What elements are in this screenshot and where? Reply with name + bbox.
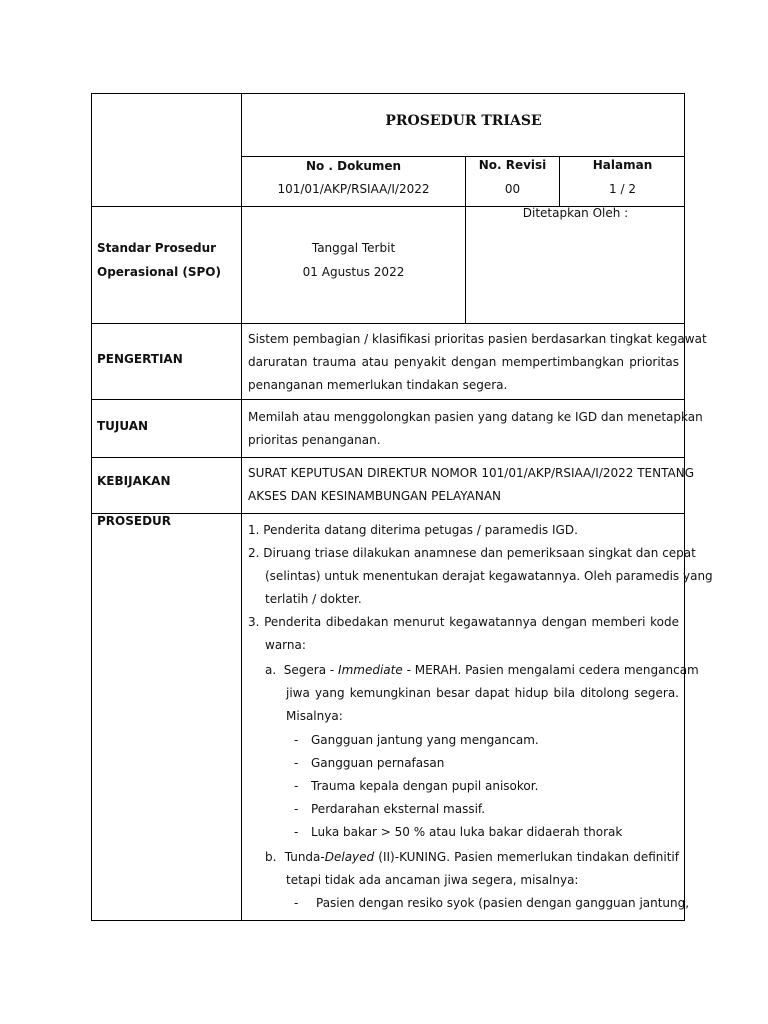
dash-bullet: - bbox=[294, 896, 299, 910]
bullet-text: Pasien dengan resiko syok (pasien dengan gangguan jantung, bbox=[316, 896, 690, 910]
tujuan-line: prioritas penanganan. bbox=[248, 433, 381, 447]
kebijakan-line: AKSES DAN KESINAMBUNGAN PELAYANAN bbox=[248, 489, 502, 503]
bullet-text: Gangguan pernafasan bbox=[311, 756, 445, 770]
procedure-step-2: 2. Diruang triase dilakukan anamnese dan pemeriksaan singkat dan cepat bbox=[248, 546, 696, 560]
document-title: PROSEDUR TRIASE bbox=[385, 113, 542, 129]
issue-date-value: 01 Agustus 2022 bbox=[302, 265, 405, 279]
procedure-step-3: 3. Penderita dibedakan menurut kegawatannya dengan memberi kode bbox=[248, 615, 679, 629]
sub-item-b-italic: Delayed bbox=[324, 850, 375, 864]
approved-by-label: Ditetapkan Oleh : bbox=[522, 206, 629, 220]
bullet-item bbox=[248, 775, 679, 798]
tujuan-text bbox=[248, 406, 703, 452]
bullet-text: Trauma kepala dengan pupil anisokor. bbox=[311, 779, 539, 793]
sub-item-a-cont: jiwa yang kemungkinan besar dapat hidup bila ditolong segera. bbox=[286, 686, 679, 700]
bullet-text: Gangguan jantung yang mengancam. bbox=[311, 733, 539, 747]
tujuan-label: TUJUAN bbox=[97, 419, 149, 433]
column-divider-left bbox=[241, 94, 242, 921]
bullet-item bbox=[248, 752, 679, 775]
sop-document bbox=[91, 93, 713, 921]
sub-item-a-cont: Misalnya: bbox=[286, 709, 343, 723]
bullet-item bbox=[248, 821, 679, 844]
spo-label-line2: Operasional (SPO) bbox=[97, 265, 221, 279]
tujuan-line: Memilah atau menggolongkan pasien yang datang ke IGD dan menetapkan bbox=[248, 410, 703, 424]
pengertian-line: Sistem pembagian / klasifikasi prioritas pasien berdasarkan tingkat kegawat bbox=[248, 332, 707, 346]
issue-date-label: Tanggal Terbit bbox=[311, 241, 396, 255]
kebijakan-text bbox=[248, 462, 694, 508]
revision-label: No. Revisi bbox=[478, 158, 547, 172]
dash-bullet: - bbox=[294, 802, 299, 816]
pengertian-label: PENGERTIAN bbox=[97, 352, 183, 366]
procedure-step-3-cont: warna: bbox=[265, 638, 306, 652]
sub-item-b-cont: tetapi tidak ada ancaman jiwa segera, misalnya: bbox=[286, 873, 579, 887]
spo-label-line1: Standar Prosedur bbox=[97, 241, 217, 255]
prosedur-label: PROSEDUR bbox=[97, 514, 172, 528]
bullet-text: Perdarahan eksternal massif. bbox=[311, 802, 486, 816]
sub-item-a-prefix: a. Segera - bbox=[265, 663, 339, 677]
sub-item-a-suffix: - MERAH. Pasien mengalami cedera mengancam bbox=[402, 663, 699, 677]
pengertian-text bbox=[248, 328, 707, 397]
dash-bullet: - bbox=[294, 825, 299, 839]
page-value: 1 / 2 bbox=[609, 182, 636, 196]
bullet-text: Luka bakar > 50 % atau luka bakar didaerah thorak bbox=[311, 825, 623, 839]
divider-kebijakan-bottom bbox=[92, 513, 685, 514]
doc-number-label: No . Dokumen bbox=[305, 159, 402, 173]
divider-pengertian-bottom bbox=[92, 399, 685, 400]
page-label: Halaman bbox=[592, 158, 653, 172]
bullet-item bbox=[248, 729, 679, 752]
pengertian-line: daruratan trauma atau penyakit dengan mempertimbangkan prioritas bbox=[248, 355, 679, 369]
pengertian-line: penanganan memerlukan tindakan segera. bbox=[248, 378, 508, 392]
bullet-item bbox=[248, 892, 690, 915]
dash-bullet: - bbox=[294, 779, 299, 793]
doc-number-value: 101/01/AKP/RSIAA/I/2022 bbox=[277, 182, 430, 196]
sub-item-a bbox=[248, 659, 699, 682]
dash-bullet: - bbox=[294, 733, 299, 747]
bullet-item bbox=[248, 798, 679, 821]
sub-item-b bbox=[248, 846, 679, 869]
divider-spo-bottom bbox=[92, 323, 685, 324]
prosedur-text bbox=[248, 519, 713, 915]
procedure-step-2-cont: terlatih / dokter. bbox=[265, 592, 362, 606]
kebijakan-label: KEBIJAKAN bbox=[97, 474, 171, 488]
sub-item-b-suffix: (II)-KUNING. Pasien memerlukan tindakan definitif bbox=[374, 850, 679, 864]
kebijakan-line: SURAT KEPUTUSAN DIREKTUR NOMOR 101/01/AKP/RSIAA/I/2022 TENTANG bbox=[248, 466, 694, 480]
sub-item-b-prefix: b. Tunda- bbox=[265, 850, 325, 864]
revision-value: 00 bbox=[504, 182, 521, 196]
procedure-step-2-cont: (selintas) untuk menentukan derajat kegawatannya. Oleh paramedis yang bbox=[265, 569, 713, 583]
dash-bullet: - bbox=[294, 756, 299, 770]
divider-tujuan-bottom bbox=[92, 457, 685, 458]
sub-item-a-italic: Immediate bbox=[338, 663, 403, 677]
procedure-step-1: 1. Penderita datang diterima petugas / paramedis IGD. bbox=[248, 523, 578, 537]
